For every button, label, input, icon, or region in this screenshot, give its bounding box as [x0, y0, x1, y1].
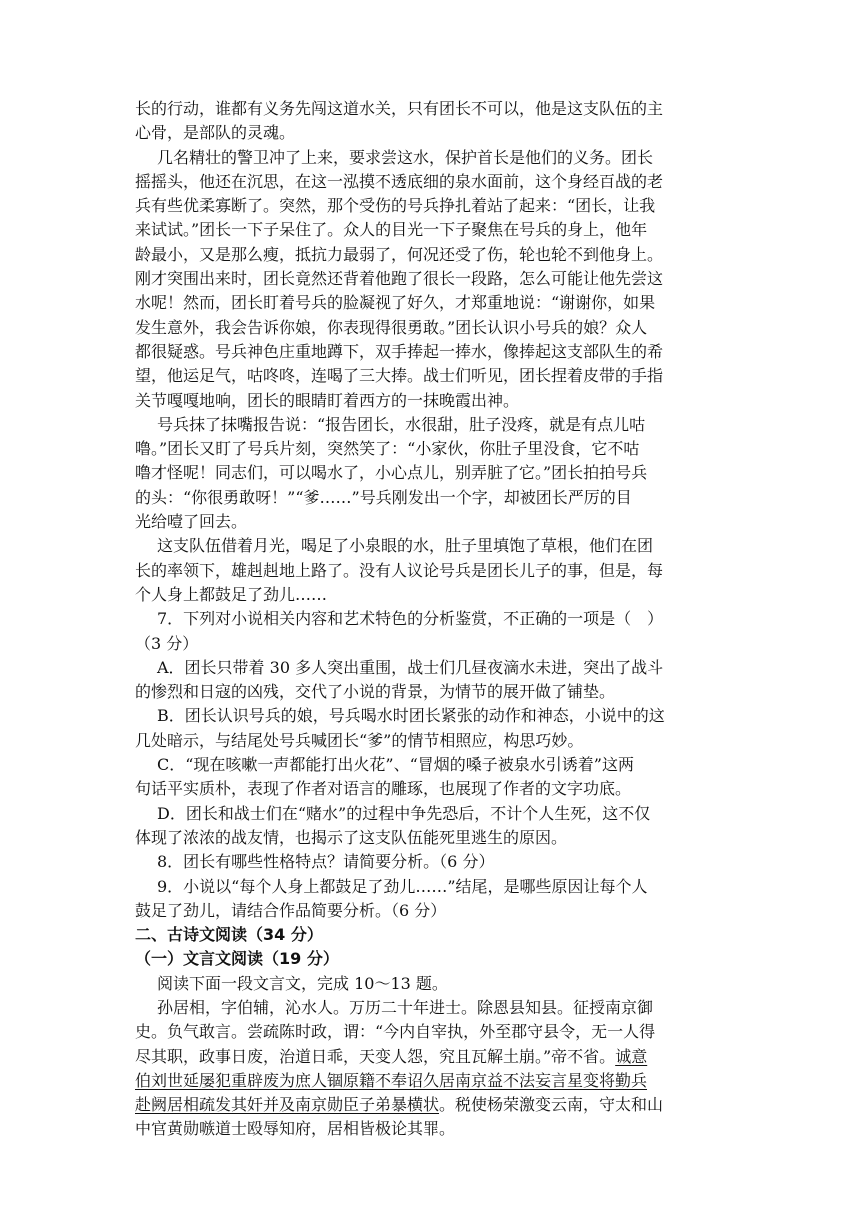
paragraph-p3 — [135, 534, 727, 607]
question-text: 7．下列对小说相关内容和艺术特色的分析鉴赏，不正确的一项是（ ） — [157, 609, 664, 629]
text-line: 光给噎了回去。 — [135, 512, 248, 532]
section-heading: 二、古诗文阅读（34 分） — [135, 925, 323, 945]
text-segment: 尽其职，政事日废，治道日乖，天变人怨，究且瓦解土崩。”帝不省。 — [135, 1046, 616, 1066]
text-line: 刚才突围出来时，团长竟然还背着他跑了很长一段路，怎么可能让他先尝这 — [135, 269, 664, 289]
underlined-sentence: 赴阙居相疏发其奸并及南京勋臣子弟暴横状 — [135, 1095, 440, 1115]
option-text: A．团长只带着 30 多人突出重围，战士们几昼夜滴水未进，突出了战斗 — [157, 657, 664, 677]
text-line: 噜。”团长又盯了号兵片刻，突然笑了：“小家伙，你肚子里没食，它不咕 — [135, 439, 640, 459]
option-text: 体现了浓浓的战友情，也揭示了这支队伍能死里逃生的原因。 — [135, 827, 568, 847]
classical-passage — [135, 996, 727, 1142]
subsection-heading: （一）文言文阅读（19 分） — [135, 949, 339, 969]
question-text: 8．团长有哪些性格特点？请简要分析。（6 分） — [157, 852, 495, 872]
text-line: 几名精壮的警卫冲了上来，要求尝这水，保护首长是他们的义务。团长 — [157, 147, 654, 167]
text-line: 望，他运足气，咕咚咚，连喝了三大捧。战士们听见，团长捏着皮带的手指 — [135, 366, 664, 386]
underlined-sentence: 诚意 — [615, 1046, 648, 1066]
option-b — [135, 704, 727, 753]
text-line: 史。负气敢言。尝疏陈时政，谓：“今内自宰执，外至郡守县令，无一人得 — [135, 1022, 656, 1042]
question-text: 鼓足了劲儿，请结合作品简要分析。（6 分） — [135, 900, 447, 920]
text-line: 长的率领下，雄赳赳地上路了。没有人议论号兵是团长儿子的事，但是，每 — [135, 560, 664, 580]
text-line: 摇摇头，他还在沉思，在这一泓摸不透底细的泉水面前，这个身经百战的老 — [135, 171, 664, 191]
option-text: B．团长认识号兵的娘，号兵喝水时团长紧张的动作和神态，小说中的这 — [157, 706, 665, 726]
text-line: 发生意外，我会告诉你娘，你表现得很勇敢。”团长认识小号兵的娘？众人 — [135, 317, 648, 337]
paragraph-p2 — [135, 413, 727, 534]
text-line — [135, 1069, 727, 1093]
text-line: 个人身上都鼓足了劲儿…… — [135, 584, 328, 604]
question-7 — [135, 607, 727, 656]
text-line — [135, 1093, 727, 1117]
option-text: 几处暗示，与结尾处号兵喊团长“爹”的情节相照应，构思巧妙。 — [135, 730, 584, 750]
document-page — [135, 97, 727, 1142]
option-text: C．“现在咳嗽一声都能打出火花”、“冒烟的嗓子被泉水引诱着”这两 — [157, 755, 634, 775]
text-line: 噜才怪呢！同志们，可以喝水了，小心点儿，别弄脏了它。”团长拍拍号兵 — [135, 463, 648, 483]
text-line: 中官黄勋嗾道士殴辱知府，居相皆极论其罪。 — [135, 1119, 456, 1139]
text-line: 关节嘎嘎地响，团长的眼睛盯着西方的一抹晚霞出神。 — [135, 390, 520, 410]
option-a — [135, 656, 727, 705]
option-text: D．团长和战士们在“赌水”的过程中争先恐后，不计个人生死，这不仅 — [157, 803, 651, 823]
paragraph-p1 — [135, 146, 727, 413]
question-text: （3 分） — [135, 633, 199, 653]
text-line: 来试试。”团长一下子呆住了。众人的目光一下子聚焦在号兵的身上，他年 — [135, 220, 648, 240]
text-line: 水呢！然而，团长盯着号兵的脸凝视了好久，才郑重地说：“谢谢你，如果 — [135, 293, 656, 313]
option-d — [135, 802, 727, 851]
option-c — [135, 753, 727, 802]
text-line: 长的行动，谁都有义务先闯这道水关，只有团长不可以，他是这支队伍的主 — [135, 99, 664, 118]
option-text: 句话平实质朴，表现了作者对语言的雕琢，也展现了作者的文字功底。 — [135, 779, 632, 799]
text-line: 兵有些优柔寡断了。突然，那个受伤的号兵挣扎着站了起来：“团长，让我 — [135, 196, 656, 216]
text-line: 都很疑惑。号兵神色庄重地蹲下，双手捧起一捧水，像捧起这支部队生的希 — [135, 341, 664, 361]
paragraph-p0 — [135, 97, 727, 146]
text-line: 龄最小，又是那么瘦，抵抗力最弱了，何况还受了伤，轮也轮不到他身上。 — [135, 244, 664, 264]
text-segment: 。税使杨荣激变云南，守太和山 — [439, 1095, 664, 1115]
text-line: 心骨，是部队的灵魂。 — [135, 123, 296, 143]
option-text: 的惨烈和日寇的凶残，交代了小说的背景，为情节的展开做了铺垫。 — [135, 682, 616, 702]
text-line: 孙居相，字伯辅，沁水人。万历二十年进士。除恩县知县。征授南京御 — [157, 997, 654, 1017]
reading-instruction: 阅读下面一段文言文，完成 10～13 题。 — [157, 973, 448, 993]
question-9 — [135, 875, 727, 924]
text-line: 的头：“你很勇敢呀！”“爹……”号兵刚发出一个字，却被团长严厉的目 — [135, 487, 632, 507]
text-line: 这支队伍借着月光，喝足了小泉眼的水，肚子里填饱了草根，他们在团 — [157, 536, 654, 556]
text-line: 号兵抹了抹嘴报告说：“报告团长，水很甜，肚子没疼，就是有点儿咕 — [157, 414, 646, 434]
text-line — [135, 1045, 727, 1069]
question-text: 9．小说以“每个人身上都鼓足了劲儿……”结尾，是哪些原因让每个人 — [157, 876, 648, 896]
underlined-sentence: 伯刘世延屡犯重辟废为庶人锢原籍不奉诏久居南京益不法妄言星变将勤兵 — [135, 1070, 648, 1090]
question-8 — [135, 850, 727, 874]
